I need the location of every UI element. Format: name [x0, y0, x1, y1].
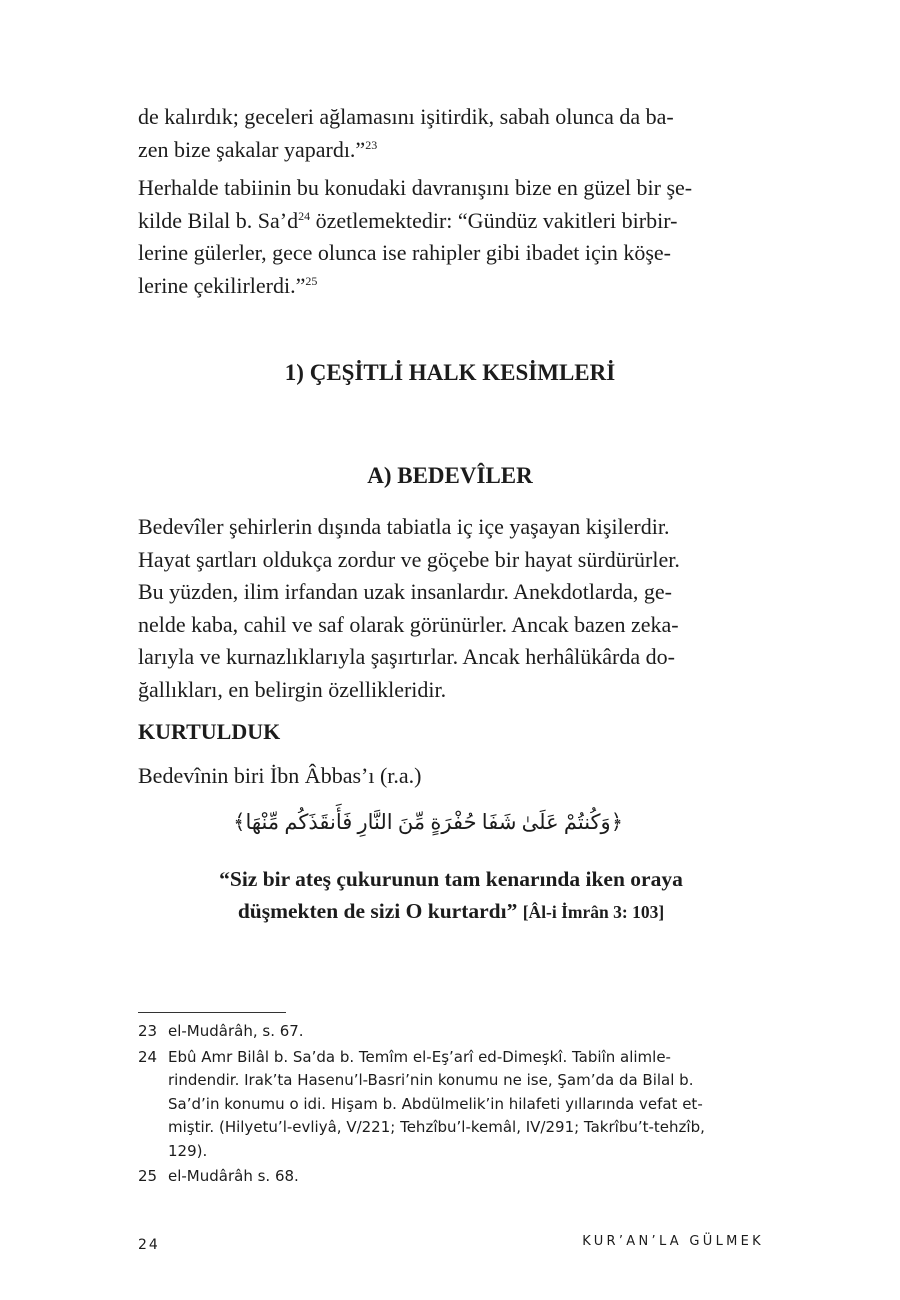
paragraph-2	[138, 172, 764, 302]
translation-line: “Siz bir ateş çukurunun tam kenarında iken oraya	[219, 867, 683, 891]
text-line: Bedevîler şehirlerin dışında tabiatla iç içe yaşayan kişilerdir.	[138, 514, 670, 539]
subsection-heading: A) BEDEVÎLER	[367, 463, 533, 488]
text-line: de kalırdık; geceleri ağlamasını işitirdik, sabah olunca da ba-	[138, 104, 674, 129]
footnotes	[138, 1020, 768, 1191]
footnote-number: 24	[138, 1047, 158, 1066]
paragraph-4	[138, 760, 764, 793]
verse-translation	[138, 863, 764, 928]
page-number: 24	[138, 1237, 160, 1253]
text-line: lerine çekilirlerdi.”$^{25}$	[138, 272, 318, 298]
footnote-text: Ebû Amr Bilâl b. Sa’da b. Temîm el-Eş’arî ed-Dimeşkî. Tabiîn alimle- rindendir. Irak’ta Hasenu’l-Basri’nin konumu ne ise, Şam’da da Bilal b. Sa’d’in konumu o idi. Hişam b. Abdülmelik’in hilafeti yıllarında vefat et- miştir. (Hilyetu’l-evliyâ, V/221; Tehzîbu’l-kemâl, IV/291; Takrîbu’t-tehzîb, 129).	[168, 1047, 705, 1160]
running-title: KUR’AN’LA GÜLMEK	[582, 1234, 764, 1249]
footnote-23	[138, 1020, 768, 1044]
paragraph-1	[138, 101, 764, 166]
footnote-25	[138, 1165, 768, 1189]
text-line: nelde kaba, cahil ve saf olarak görünürler. Ancak bazen zeka-	[138, 611, 679, 637]
footnote-ref-24[interactable]: 24	[298, 208, 311, 223]
footnote-ref-25[interactable]: 25	[305, 273, 318, 288]
text-line: Bu yüzden, ilim irfandan uzak insanlardır. Anekdotlarda, ge-	[138, 579, 672, 604]
footnote-number: 25	[138, 1167, 158, 1185]
text-line: Bedevînin biri İbn Âbbas’ı (r.a.)	[138, 763, 422, 788]
text-line: Hayat şartları oldukça zordur ve göçebe bir hayat sürdürürler.	[138, 546, 680, 572]
arabic-verse: ﴿وَكُنتُمْ عَلَىٰ شَفَا حُفْرَةٍ مِّنَ النَّارِ فَأَنقَذَكُم مِّنْهَا﴾	[233, 810, 623, 834]
footnote-text: el-Mudârâh, s. 67.	[168, 1022, 304, 1040]
text-line: lerine gülerler, gece olunca ise rahipler gibi ibadet için köşe-	[138, 240, 672, 265]
footnote-separator	[138, 1012, 286, 1013]
text-line: kilde Bilal b. $Sa’d^{24}$ özetlemektedir: “Gündüz vakitleri birbir-	[138, 207, 678, 233]
translation-line: düşmekten de sizi O kurtardı” [Âl-i İmrân 3: 103]	[237, 899, 665, 923]
paragraph-3	[138, 511, 764, 706]
section-heading: 1) ÇEŞİTLİ HALK KESİMLERİ	[284, 360, 616, 385]
text-line: Herhalde tabiinin bu konudaki davranışını bize en güzel bir şe-	[138, 175, 693, 200]
text-line: larıyla ve kurnazlıklarıyla şaşırtırlar. Ancak herhâlükârda do-	[138, 644, 675, 669]
text-line: zen bize şakalar yapardı.”$^{23}$	[138, 136, 378, 162]
story-heading: KURTULDUK	[138, 719, 281, 744]
verse-reference: [Âl-i İmrân 3: 103]	[522, 902, 665, 922]
footnote-number: 23	[138, 1022, 158, 1040]
footnote-ref-23[interactable]: 23	[365, 137, 378, 152]
text-line: ğallıkları, en belirgin özellikleridir.	[138, 676, 447, 702]
footnote-24	[138, 1046, 768, 1164]
footnote-text: el-Mudârâh s. 68.	[168, 1167, 299, 1185]
